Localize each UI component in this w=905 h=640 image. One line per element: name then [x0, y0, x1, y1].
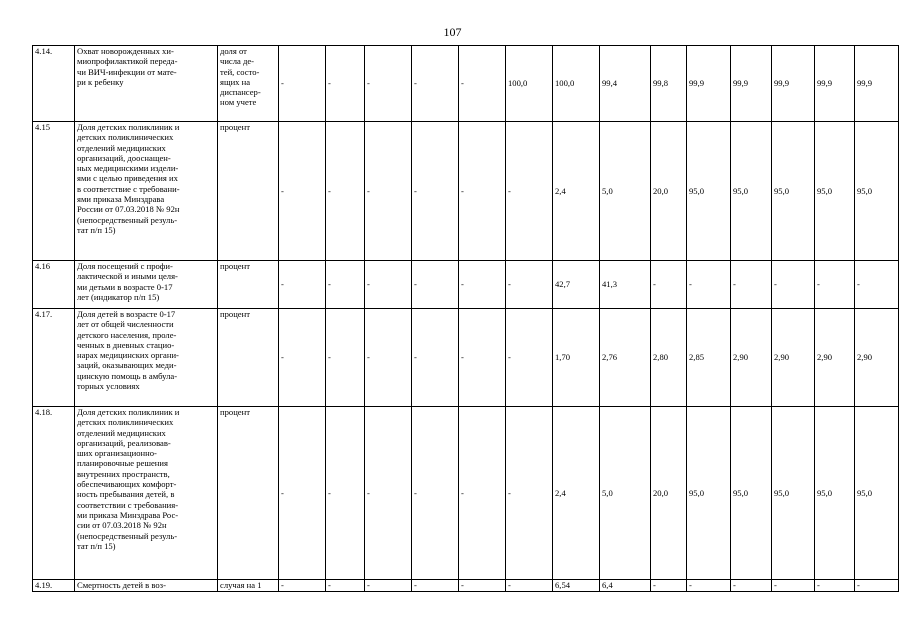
value-cell: -	[506, 407, 553, 580]
page-number: 107	[443, 25, 462, 39]
value-cell: -	[279, 122, 326, 261]
value-cell: 99,9	[855, 46, 899, 122]
value-cell: 95,0	[815, 122, 855, 261]
unit-cell: процент	[218, 122, 279, 261]
value-cell: -	[365, 46, 412, 122]
row-number-cell: 4.18.	[33, 407, 75, 580]
value-cell: 95,0	[731, 407, 772, 580]
value-cell: -	[412, 407, 459, 580]
value-cell: -	[459, 46, 506, 122]
value-cell: 99,4	[600, 46, 651, 122]
value-cell: -	[506, 261, 553, 309]
value-cell: 99,9	[731, 46, 772, 122]
row-number-cell: 4.15	[33, 122, 75, 261]
value-cell: -	[326, 122, 365, 261]
value-cell: -	[459, 122, 506, 261]
value-cell: -	[326, 261, 365, 309]
value-cell: 99,8	[651, 46, 687, 122]
value-cell: -	[855, 261, 899, 309]
value-cell: -	[459, 309, 506, 407]
value-cell: -	[279, 46, 326, 122]
value-cell: -	[412, 122, 459, 261]
value-cell: 2,90	[815, 309, 855, 407]
table-row	[33, 309, 899, 407]
row-number-cell: 4.19.	[33, 580, 75, 592]
value-cell: -	[279, 309, 326, 407]
value-cell: 5,0	[600, 407, 651, 580]
unit-cell: процент	[218, 309, 279, 407]
value-cell: -	[412, 580, 459, 592]
table-row	[33, 580, 899, 592]
value-cell: 2,90	[772, 309, 815, 407]
value-cell: -	[459, 580, 506, 592]
table-row	[33, 407, 899, 580]
indicators-table	[32, 45, 899, 592]
value-cell: 42,7	[553, 261, 600, 309]
value-cell: -	[651, 261, 687, 309]
value-cell: -	[365, 309, 412, 407]
value-cell: -	[326, 407, 365, 580]
value-cell: -	[687, 261, 731, 309]
value-cell: -	[326, 580, 365, 592]
table-row	[33, 261, 899, 309]
value-cell: -	[855, 580, 899, 592]
value-cell: -	[365, 261, 412, 309]
value-cell: -	[772, 580, 815, 592]
unit-cell: процент	[218, 261, 279, 309]
value-cell: 2,4	[553, 407, 600, 580]
unit-cell: доля от числа де- тей, состо- ящих на диспансер- ном учете	[218, 46, 279, 122]
value-cell: 41,3	[600, 261, 651, 309]
value-cell: 100,0	[506, 46, 553, 122]
value-cell: 99,9	[772, 46, 815, 122]
value-cell: -	[731, 261, 772, 309]
value-cell: 2,90	[855, 309, 899, 407]
value-cell: 99,9	[815, 46, 855, 122]
value-cell: 95,0	[815, 407, 855, 580]
value-cell: 2,90	[731, 309, 772, 407]
value-cell: -	[651, 580, 687, 592]
row-number-cell: 4.17.	[33, 309, 75, 407]
value-cell: 95,0	[772, 122, 815, 261]
value-cell: 2,80	[651, 309, 687, 407]
value-cell: -	[365, 122, 412, 261]
value-cell: -	[815, 580, 855, 592]
value-cell: 95,0	[687, 407, 731, 580]
value-cell: -	[459, 407, 506, 580]
row-number-cell: 4.16	[33, 261, 75, 309]
unit-cell: процент	[218, 407, 279, 580]
value-cell: 2,85	[687, 309, 731, 407]
value-cell: 5,0	[600, 122, 651, 261]
indicator-name-cell: Охват новорожденных хи- миопрофилактикой переда- чи ВИЧ-инфекции от мате- ри к ребенку	[75, 46, 218, 122]
value-cell: 95,0	[855, 407, 899, 580]
indicator-name-cell: Доля посещений с профи- лактической и иными целя- ми детьми в возрасте 0-17 лет (индикатор п/п 15)	[75, 261, 218, 309]
indicator-name-cell: Доля детских поликлиник и детских поликлинических отделений медицинских организаций, дооснащен- ных медицинскими издели- ями с целью приведения их в соответствие с требовани- ями приказа Минздрава России от 07.03.2018 № 92н (непосредственный резуль- тат п/п 15)	[75, 122, 218, 261]
value-cell: 100,0	[553, 46, 600, 122]
value-cell: -	[772, 261, 815, 309]
value-cell: -	[365, 580, 412, 592]
value-cell: 95,0	[687, 122, 731, 261]
value-cell: -	[506, 580, 553, 592]
value-cell: -	[412, 46, 459, 122]
value-cell: -	[506, 122, 553, 261]
value-cell: 6,54	[553, 580, 600, 592]
value-cell: -	[412, 261, 459, 309]
value-cell: 2,76	[600, 309, 651, 407]
indicator-name-cell: Доля детей в возрасте 0-17 лет от общей численности детского населения, проле- ченных в дневных стацио- нарах медицинских органи- заций, оказывающих меди- цинскую помощь в амбула- торных условиях	[75, 309, 218, 407]
value-cell: -	[459, 261, 506, 309]
value-cell: -	[365, 407, 412, 580]
value-cell: -	[412, 309, 459, 407]
value-cell: -	[279, 407, 326, 580]
value-cell: 20,0	[651, 122, 687, 261]
value-cell: 2,4	[553, 122, 600, 261]
value-cell: -	[326, 309, 365, 407]
value-cell: 95,0	[731, 122, 772, 261]
value-cell: -	[815, 261, 855, 309]
value-cell: 6,4	[600, 580, 651, 592]
value-cell: -	[687, 580, 731, 592]
indicator-name-cell: Доля детских поликлиник и детских поликлинических отделений медицинских организаций, реализовав- ших организационно- планировочные решения внутренних пространств, обеспечивающих комфорт- ность пребывания детей, в соответствии с требования- ми приказа Минздрава Рос- сии от 07.03.2018 № 92н (непосредственный резуль- тат п/п 15)	[75, 407, 218, 580]
value-cell: -	[506, 309, 553, 407]
value-cell: 95,0	[772, 407, 815, 580]
row-number-cell: 4.14.	[33, 46, 75, 122]
value-cell: 20,0	[651, 407, 687, 580]
unit-cell: случая на 1	[218, 580, 279, 592]
indicator-name-cell: Смертность детей в воз-	[75, 580, 218, 592]
value-cell: 1,70	[553, 309, 600, 407]
value-cell: 99,9	[687, 46, 731, 122]
value-cell: -	[731, 580, 772, 592]
table-row	[33, 122, 899, 261]
value-cell: 95,0	[855, 122, 899, 261]
value-cell: -	[279, 261, 326, 309]
table-row	[33, 46, 899, 122]
value-cell: -	[279, 580, 326, 592]
value-cell: -	[326, 46, 365, 122]
